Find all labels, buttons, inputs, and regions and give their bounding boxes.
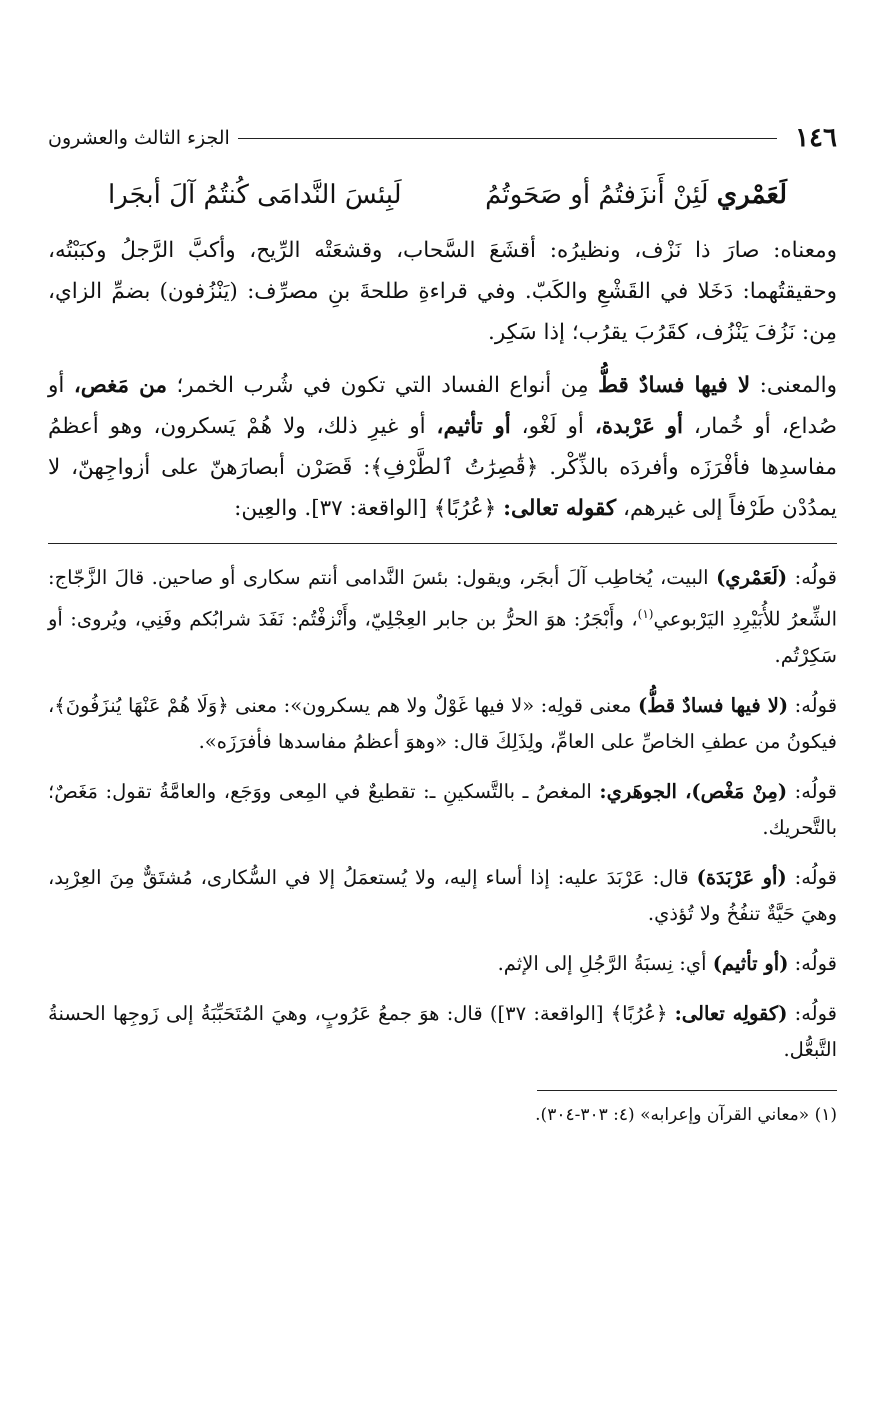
p2-text: أو صُداع، أو خُمار،	[48, 373, 837, 439]
running-title: الجزء الثالث والعشرون	[48, 127, 230, 149]
verse-bold-word: لَعَمْري	[716, 180, 787, 210]
c-text: ، وأَبْجَرُ: هوَ الحرُّ بن جابر العِجْلِيّ، وأَنْزفْتُم: نَفَدَ شرابُكم وفَنِي، ويُروى: أو سَكِرْتُم.	[48, 607, 837, 667]
header-rule	[238, 138, 777, 139]
p2-bold: كقوله تعالى:	[503, 496, 617, 521]
c-bold: (أو عَرْبَدَة)	[696, 865, 787, 889]
main-text	[48, 230, 837, 529]
commentary-paragraph-6	[48, 996, 837, 1068]
commentary-paragraph-3	[48, 774, 837, 846]
c-bold: (مِنْ مَغْص)، الجوهَري:	[599, 779, 788, 803]
c-text: ﴿عُرُبًا﴾ [الواقعة: ٣٧]) قال: هوَ جمعُ عَرُوبٍ، وهيَ المُتَحَبِّبَةُ إلى زَوجِها الحسنةُ التَّبعُّل.	[48, 1001, 837, 1061]
commentary-paragraph-4	[48, 860, 837, 932]
footnote-reference[interactable]: (١)	[637, 607, 654, 621]
c-bold: (كقولِه تعالى:	[674, 1001, 788, 1025]
main-paragraph-2	[48, 365, 837, 529]
p2-text: مِن أنواع الفساد التي تكون في شُرب الخمر؛	[166, 373, 599, 398]
p2-bold: أو تأثيم،	[436, 414, 511, 439]
c-text: أي: نِسبَةُ الرَّجُلِ إلى الإثم.	[497, 951, 713, 975]
c-text: قولُه:	[787, 566, 837, 589]
commentary-text	[48, 560, 837, 1068]
c-text: قولُه:	[788, 693, 838, 717]
c-text: البيت، يُخاطِب آلَ أبجَر، ويقول: بئسَ النَّدامى أنتم سكارى أو صاحين. قالَ الزَّجّاج: الشِّعرُ للأُبَيْرِدِ اليَرْبوعي	[48, 566, 838, 631]
p2-bold: من مَغص،	[73, 373, 167, 398]
p2-text: ﴿عُرُبًا﴾ [الواقعة: ٣٧]. والعِين:	[234, 496, 504, 521]
footnote: (١) «معاني القرآن وإعرابه» (٤: ٣٠٣-٣٠٤).	[535, 1104, 837, 1125]
c-text: قال: عَرْبَدَ عليه: إذا أساء إليه، ولا يُستعمَلُ إلا في السُّكارى، مُشتَقٌّ مِنَ العِرْبِد، وهيَ حَيَّةٌ تنفُخُ ولا تُؤذي.	[48, 865, 837, 925]
c-text: قولُه:	[787, 779, 837, 803]
verse-hemistich-first	[485, 170, 787, 220]
poetry-verse	[108, 170, 787, 220]
c-text: قولُه:	[788, 951, 837, 975]
p2-text: والمعنى:	[750, 373, 837, 398]
main-paragraph-1: ومعناه: صارَ ذا نَزْف، ونظيرُه: أقشَعَ السَّحاب، وقشعَتْه الرِّيح، وأكبَّ الرَّجلُ وكبَبْتُه، وحقيقتُهما: دَخَلا في القَشْعِ والكَبّ. وفي قراءةِ طلحةَ بنِ مصرِّف: (يَنْزُفون) بضمِّ الزاي، مِن: نَزُفَ يَنْزُف، كقَرُبَ يقرُب؛ إذا سَكِر.	[48, 238, 837, 345]
c-bold: (أو تأثيم)	[712, 951, 789, 975]
section-divider	[48, 543, 837, 544]
verse-first-rest: لَئِنْ أَنزَفتُمُ أو صَحَوتُمُ	[485, 180, 717, 210]
c-text: معنى قولِه: «لا فيها غَوْلٌ ولا هم يسكرون»: معنى ﴿وَلَا هُمْ عَنْهَا يُنزَفُونَ﴾، فيكونُ من عطفِ الخاصِّ على العامِّ، ولِذَلِكَ قال: «وهوَ أعظمُ مفاسدها فأفرَزَه».	[48, 693, 837, 753]
c-text: المغصُ ـ بالتَّسكينِ ـ: تقطيعٌ في المِعى ووَجَع، والعامَّةُ تقول: مَغَصٌ؛ بالتَّحريك.	[48, 779, 837, 839]
p2-bold: لا فيها فسادٌ قطُّ	[598, 373, 751, 398]
verse-hemistich-second: لَبِئسَ النَّدامَى كُنتُمُ آلَ أبجَرا	[108, 180, 402, 210]
p2-bold: أو عَرْبدة،	[594, 414, 683, 439]
commentary-paragraph-2	[48, 688, 837, 760]
c-bold: (لَعَمْري)	[716, 566, 788, 589]
page-header	[48, 120, 837, 156]
footnote-rule	[537, 1090, 837, 1091]
page-number: ١٤٦	[795, 123, 837, 153]
commentary-paragraph-1	[48, 560, 837, 674]
p2-text: أو غيرِ ذلك، ولا هُمْ يَسكرون، وهو أعظمُ مفاسدِها فأفْرَزَه وأفردَه بالذِّكْر. ﴿قَٰصِرَٰتُ ٱلطَّرْفِ﴾: قَصَرْن أبصارَهنّ على أزواجِهنّ، لا يمدُدْن طَرْفاً إلى غيرهم،	[48, 414, 837, 521]
commentary-paragraph-5	[48, 946, 837, 982]
c-text: قولُه:	[787, 1001, 838, 1025]
c-text: قولُه:	[786, 865, 837, 889]
p2-text: أو لَغْو،	[510, 414, 595, 439]
c-bold: (لا فيها فسادٌ قطُّ)	[638, 693, 789, 717]
